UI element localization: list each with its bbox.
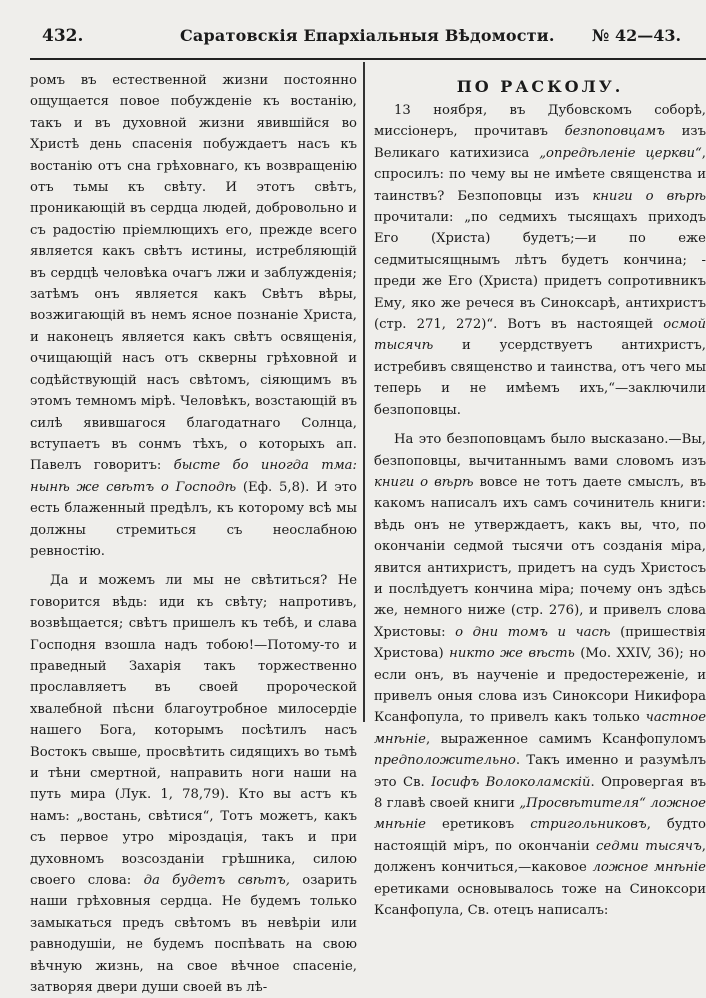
italic-run: ложное мнѣніе [592, 860, 706, 876]
italic-run: „Просвѣтителя“ ложное мнѣніе [374, 796, 706, 833]
italic-run: стригольниковъ [530, 817, 647, 833]
header-rule [30, 58, 706, 60]
italic-run: Іосифъ Волоколамскій [431, 774, 591, 790]
italic-run: безпоповцамъ [564, 124, 665, 140]
right-paragraph-1 [374, 100, 706, 421]
text-run: (Еф. 5,8). И это есть блаженный предѣлъ, къ которому всѣ мы должны стремиться съ неослабною ревностію. [30, 479, 357, 559]
text-run: (пришествія Христова) [374, 624, 706, 662]
left-column [30, 70, 357, 998]
right-column [374, 70, 706, 921]
text-run: . Опровергая въ 8 главѣ своей книги [374, 774, 706, 811]
text-run: и усердствуетъ антихристъ, истребивъ священство и таинства, отъ чего мы теперь и не имѣемъ ихъ,“—заключили безпоповцы. [374, 338, 706, 418]
italic-run: частное мнѣніе [374, 710, 706, 747]
text-run: , долженъ кончиться,—каковое [374, 838, 706, 876]
text-run: еретиками основывалось тоже на Синоксори Ксанфопула, Св. отецъ написалъ: [374, 881, 706, 919]
left-paragraph-1 [30, 70, 357, 562]
journal-title: Саратовскія Епархіальныя Вѣдомости. [180, 26, 555, 45]
section-title: ПО РАСКОЛУ. [456, 77, 624, 96]
issue-number: № 42—43. [592, 26, 682, 45]
text-run: ромъ въ естественной жизни постоянно ощущается повое побужденіе къ востанію, такъ и въ духовной жизни явившійся во Христѣ день спасенія побуждаетъ насъ къ востанію отъ сна грѣховнаго, къ возвращенію отъ тьмы къ свѣту. И этотъ свѣтъ, проникающій въ сердца людей, добровольно и съ радостію пріемлющихъ его, прежде всего является какъ свѣтъ истины, истребляющій въ сердцѣ человѣка очагъ лжи и заблужденія; затѣмъ онъ является какъ Свѣтъ вѣры, возжигающій въ немъ ясное познаніе Христа, и наконецъ является какъ свѣтъ освященія, очищающій насъ отъ скверны грѣховной и содѣйствующій насъ свѣтомъ, сіяющимъ въ этомъ темномъ мірѣ. Человѣкъ, возстающій въ силѣ явившагося благодатнаго Солнца, вступаетъ въ сонмъ тѣхъ, о которыхъ ап. Павелъ говоритъ: [30, 73, 357, 474]
text-run: озарить наши грѣховныя сердца. Не будемъ только замыкаться предъ свѣтомъ въ невѣріи или равнодушіи, не будемъ поспѣвать на свою вѣчную жизнь, на свое вѣчное спасеніе, затворяя двери души своей въ лѣ- [30, 873, 357, 996]
column-divider [363, 62, 365, 722]
italic-run: книги о вѣрѣ [374, 474, 474, 490]
text-run: изъ Великаго катихизиса [374, 124, 706, 161]
text-run: 13 ноября, въ Дубовскомъ соборѣ, миссіонеръ, прочитавъ [374, 103, 706, 140]
italic-run: „опредѣленіе церкви“ [539, 145, 702, 161]
text-run: прочитали: „по седмихъ тысящахъ приходъ Его (Христа) будетъ;—и по еже седмитысящнымъ лѣтъ будетъ кончина; - преди же Его (Христа) придетъ сопротивникъ Ему, яко же речеся въ Синоксарѣ, антихристъ (стр. 271, 272)“. Вотъ въ настоящей [374, 210, 706, 333]
page-header [0, 0, 706, 44]
italic-run: книги о вѣрѣ [592, 188, 706, 204]
italic-run: предположительно [374, 753, 516, 769]
text-run: (Мо. XXIV, 36); но если онъ, въ наученіе и предостереженіе, и привелъ оныя слова изъ Синоксори Никифора Ксанфопула, то привелъ какъ только [374, 646, 706, 726]
italic-run: осмой тысячѣ [374, 317, 706, 354]
italic-run: бысте бо иногда тма: нынѣ же свѣтъ о Господѣ [30, 458, 357, 495]
text-run: вовсе не тотъ даете смыслъ, въ какомъ написалъ ихъ самъ сочинитель книги: вѣдь онъ не утверждаетъ, какъ вы, что, по окончаніи седмой тысячи отъ созданія міра, явится антихристъ, придетъ на судъ Христосъ и послѣдуетъ кончина міра; почему онъ здѣсь же, немного ниже (стр. 276), и привелъ слова Христовы: [374, 474, 706, 640]
right-paragraph-2 [374, 429, 706, 921]
italic-run: никто же вѣсть [449, 646, 575, 662]
text-run: еретиковъ [425, 817, 531, 833]
text-run: , будто настоящій міръ, по окончаніи [374, 817, 706, 854]
text-run: , спросилъ: по чему вы не имѣете священства и таинствъ? Безпоповцы изъ [374, 145, 706, 204]
text-run: На это безпоповцамъ было высказано.—Вы, безпоповцы, вычитаннымъ вами словомъ изъ [374, 432, 706, 469]
italic-run: о дни томъ и часѣ [455, 624, 611, 640]
italic-run: седми тысячъ [596, 838, 702, 854]
text-run: Да и можемъ ли мы не свѣтиться? Не говорится вѣдь: иди къ свѣту; напротивъ, возвѣщается; свѣтъ пришелъ къ тебѣ, и слава Господня взошла надъ тобою!—Потому-то и праведный Захарія такъ торжественно прославляетъ въ своей пророческой хвалебной пѣсни благоутробное милосердіе нашего Бога, которымъ посѣтилъ насъ Востокъ свыше, просвѣтить сидящихъ во тьмѣ и тѣни смертной, направить ноги наши на путь мира (Лук. 1, 78,79). Кто вы астъ къ намъ: „востань, свѣтися“, Тотъ можетъ, какъ съ первое утро міроздація, такъ и при духовномъ возсозданіи грѣшника, силою своего слова: [30, 573, 357, 889]
page-number: 432. [42, 26, 84, 46]
left-paragraph-2 [30, 570, 357, 998]
text-run: , выраженное самимъ Ксанфопуломъ [425, 731, 706, 747]
text-run: . Такъ именно и разумѣлъ это Св. [374, 753, 706, 790]
italic-run: да будетъ свѣтъ, [143, 873, 290, 889]
